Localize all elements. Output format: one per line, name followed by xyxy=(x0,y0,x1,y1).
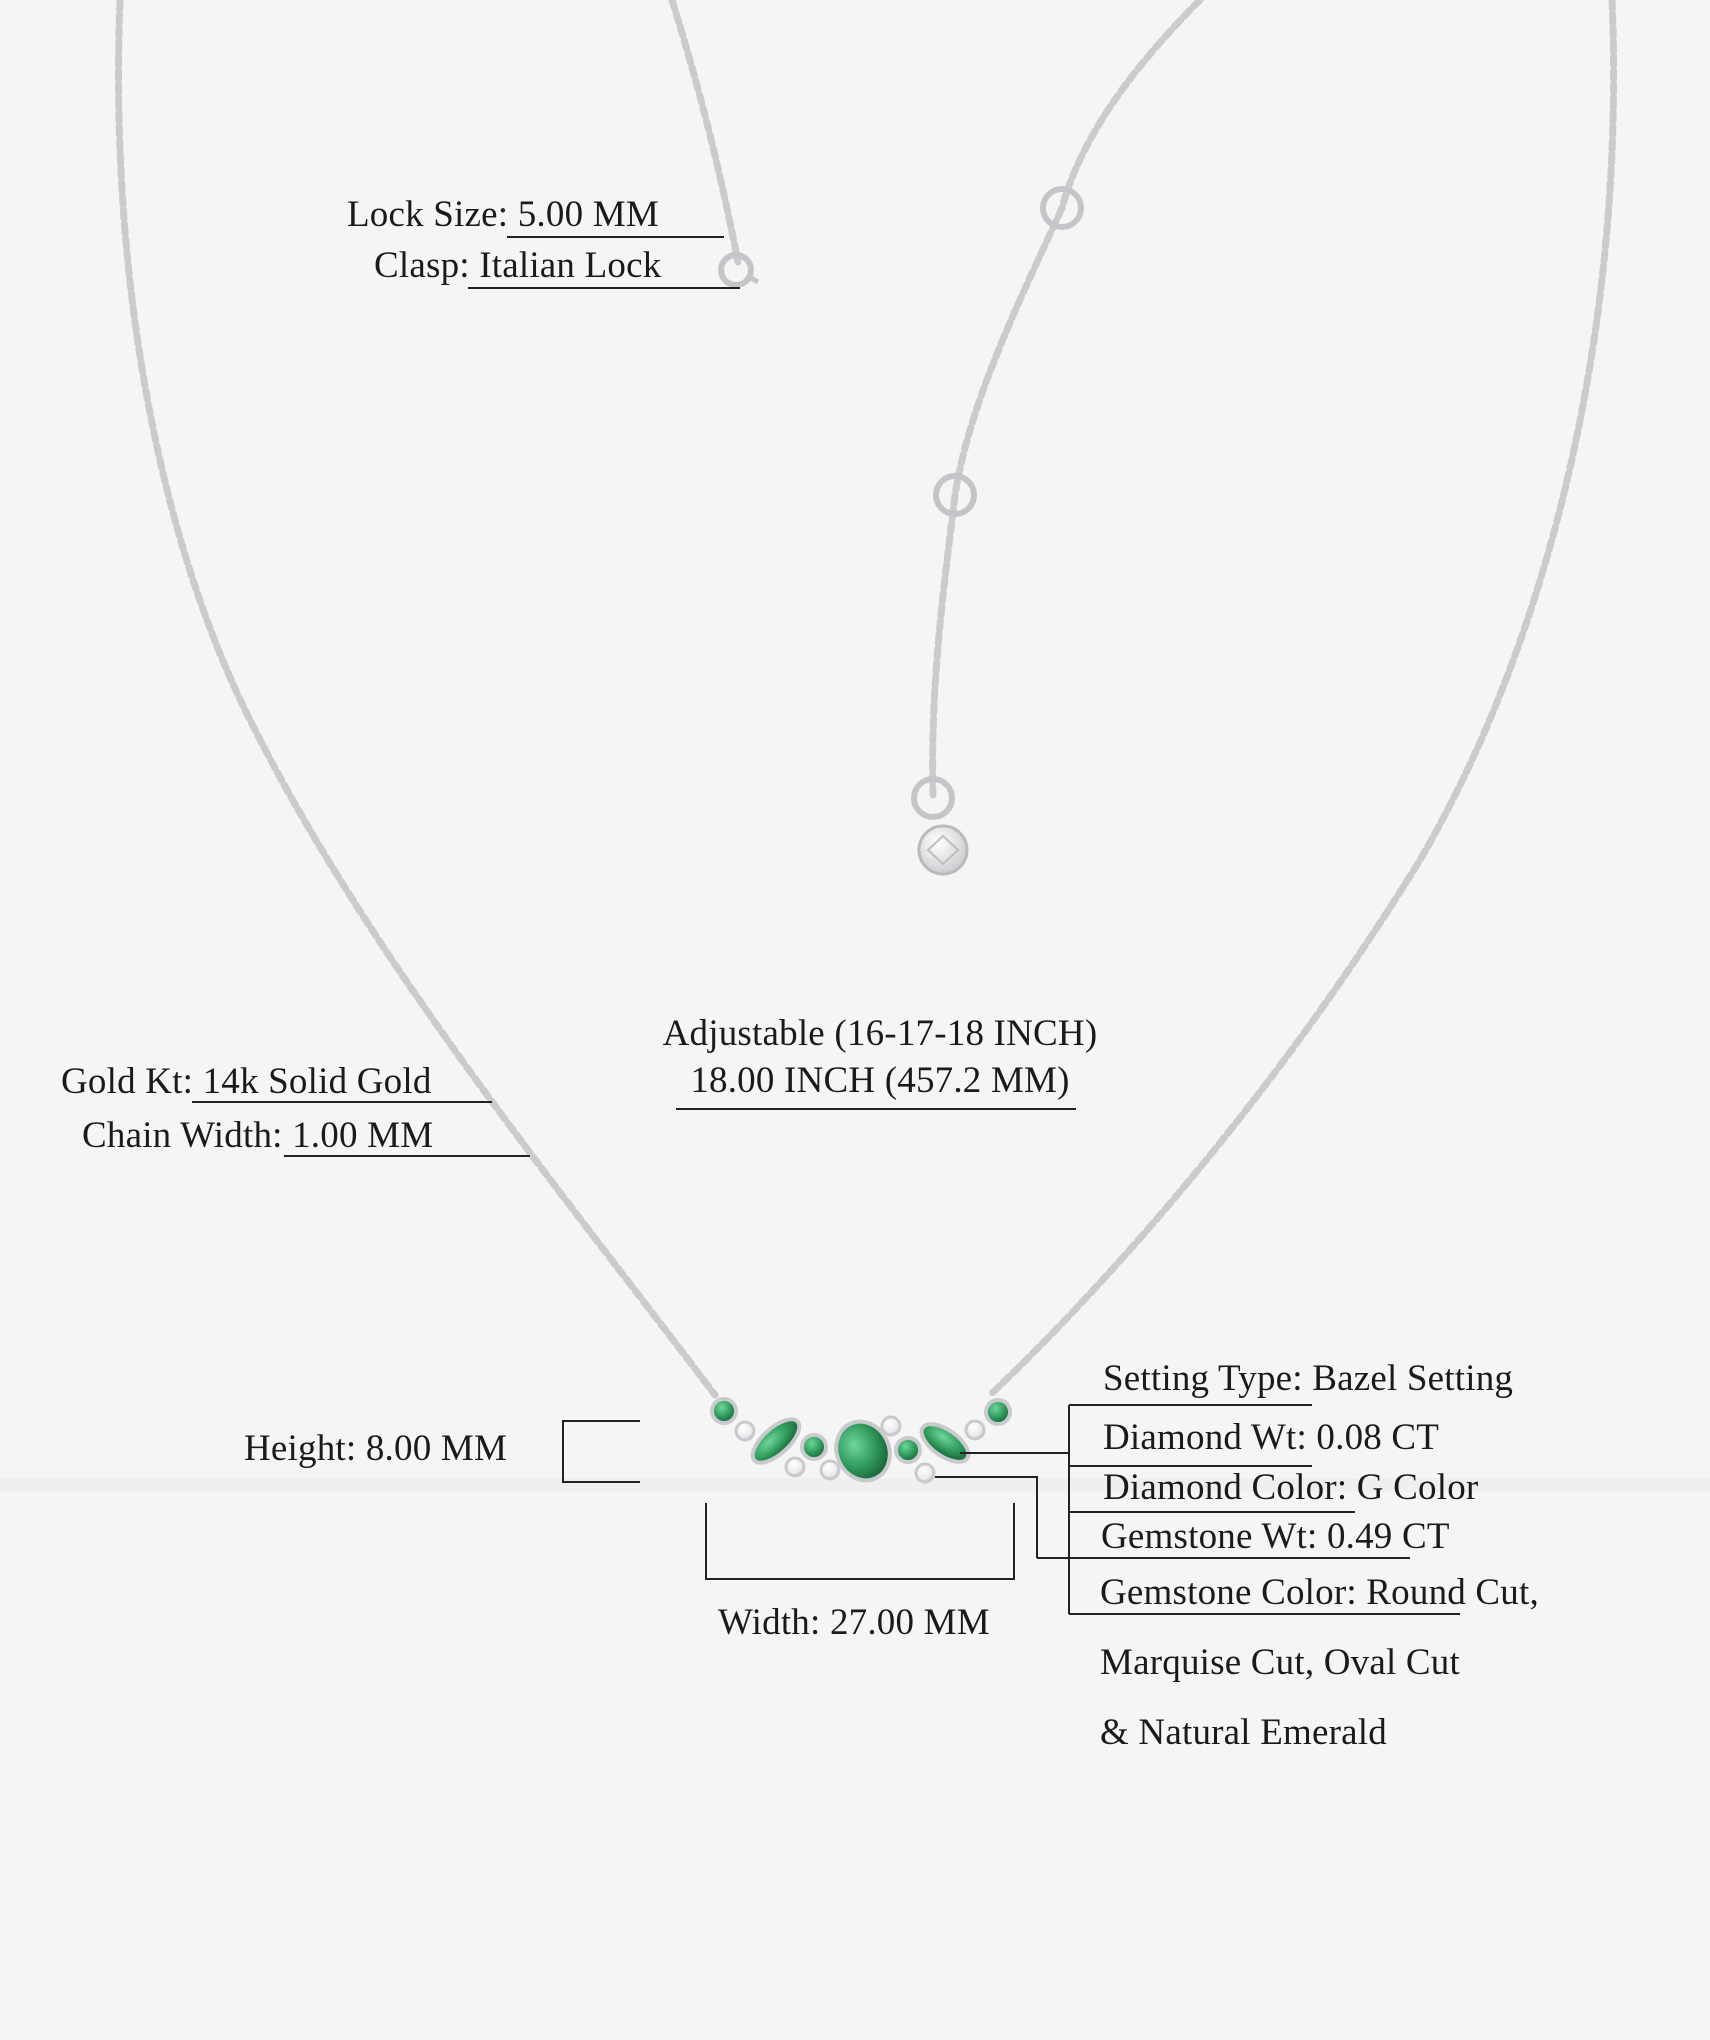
width-spec xyxy=(718,1604,990,1641)
setting-type-value: Bazel Setting xyxy=(1312,1358,1514,1399)
gemstone-color-value-line3: & Natural Emerald xyxy=(1100,1712,1387,1753)
chain-width-spec xyxy=(82,1117,433,1154)
gemstone-wt-spec xyxy=(1101,1518,1450,1555)
diamond-wt-label: Diamond Wt: xyxy=(1103,1417,1307,1458)
setting-type-label: Setting Type: xyxy=(1103,1358,1303,1399)
gemstone-color-value-line1: Round Cut, xyxy=(1366,1572,1539,1613)
diamond-3 xyxy=(821,1461,839,1479)
gold-kt-spec xyxy=(61,1063,432,1100)
leader-lines xyxy=(192,237,1460,1614)
emerald-round-right-outer xyxy=(986,1400,1010,1424)
width-value: 27.00 MM xyxy=(829,1602,990,1643)
diamond-4 xyxy=(882,1417,900,1435)
diamond-6 xyxy=(966,1421,984,1439)
gold-kt-value: 14k Solid Gold xyxy=(202,1061,432,1102)
emerald-round-left-inner xyxy=(802,1435,826,1459)
chain-width-label: Chain Width: xyxy=(82,1115,283,1156)
diamond-1 xyxy=(736,1422,754,1440)
lock-size-label: Lock Size: xyxy=(347,194,509,235)
diamond-color-value: G Color xyxy=(1356,1467,1479,1508)
lock-size-spec xyxy=(347,196,659,233)
width-label: Width: xyxy=(718,1602,821,1643)
gemstone-wt-value: 0.49 CT xyxy=(1326,1516,1450,1557)
clasp-label: Clasp: xyxy=(374,245,470,286)
gemstone-color-spec xyxy=(1100,1574,1539,1611)
height-bracket xyxy=(563,1421,640,1482)
diamond-wt-value: 0.08 CT xyxy=(1316,1417,1440,1458)
clasp-value: Italian Lock xyxy=(479,245,662,286)
diamond-5 xyxy=(916,1464,934,1482)
diamond-color-spec xyxy=(1103,1469,1478,1506)
clasp-spec xyxy=(374,247,661,284)
gemstone-color-value-line2: Marquise Cut, Oval Cut xyxy=(1100,1642,1460,1683)
setting-type-spec xyxy=(1103,1360,1513,1397)
width-bracket xyxy=(706,1503,1014,1579)
pendant-bar xyxy=(712,1399,1010,1489)
diamond-color-label: Diamond Color: xyxy=(1103,1467,1348,1508)
chain-width-value: 1.00 MM xyxy=(292,1115,434,1156)
gemstone-wt-label: Gemstone Wt: xyxy=(1101,1516,1318,1557)
tag-disc xyxy=(919,826,967,874)
height-label: Height: xyxy=(244,1428,357,1469)
height-spec xyxy=(244,1430,507,1467)
extender-chain xyxy=(933,0,1200,795)
diamond-2 xyxy=(786,1458,804,1476)
gemstone-color-label: Gemstone Color: xyxy=(1100,1572,1357,1613)
diamond-wt-spec xyxy=(1103,1419,1439,1456)
emerald-round-left-outer xyxy=(712,1399,736,1423)
lock-size-value: 5.00 MM xyxy=(517,194,659,235)
emerald-round-right-inner xyxy=(896,1438,920,1462)
height-value: 8.00 MM xyxy=(365,1428,508,1469)
gold-kt-label: Gold Kt: xyxy=(61,1061,194,1102)
chain-clasp-strand xyxy=(672,0,738,262)
length-adjustable: Adjustable (16-17-18 INCH) xyxy=(662,1013,1098,1054)
length-value: 18.00 INCH (457.2 MM) xyxy=(690,1060,1070,1101)
emerald-marquise-right xyxy=(915,1417,974,1469)
